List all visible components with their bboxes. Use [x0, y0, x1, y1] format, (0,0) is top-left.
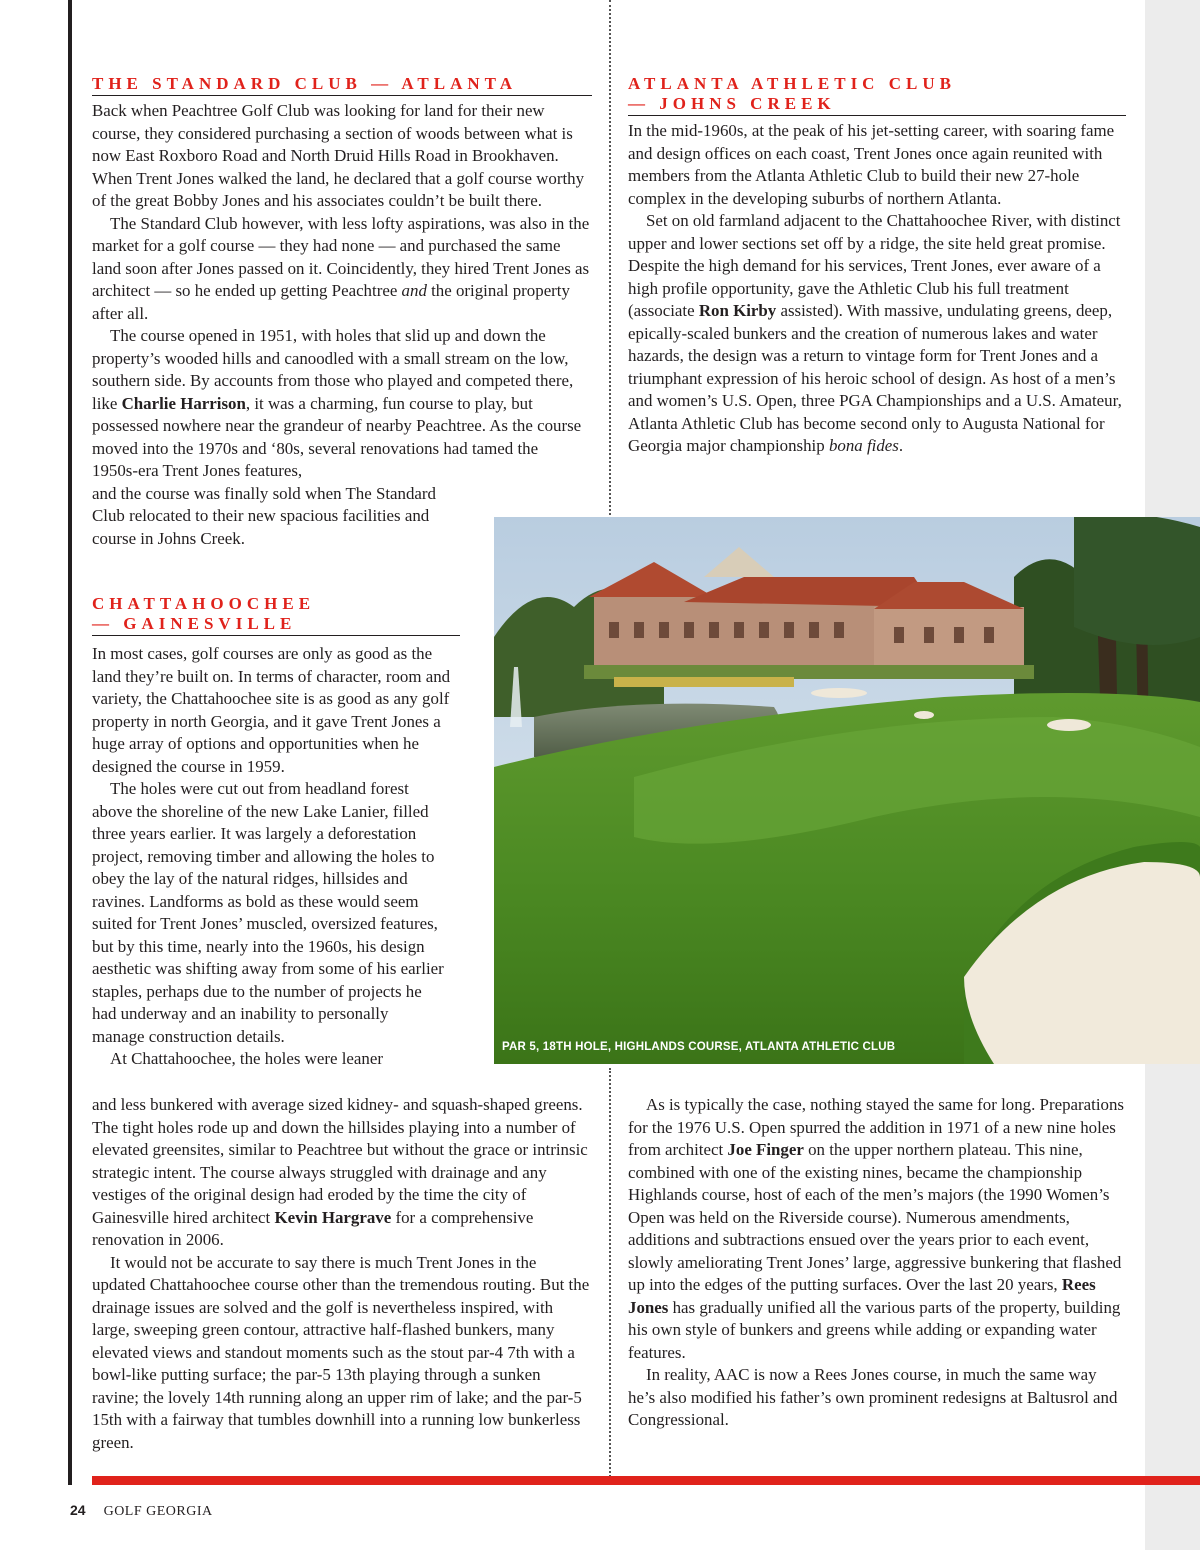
chattahoochee-paragraph-4: It would not be accurate to say there is much Trent Jones in the updated Chattahoochee course other than the tremendous routing. But the drainage issues are solved and the golf is nevertheless inspired, with large, sweeping green contour, attractive half-flashed bunkers, many elevated views and standout moments such as the stout par-4 7th with a bowl-like putting surface; the par-5 13th playing through a sunken ravine; the lovely 14th running along an upper rim of lake; and the par-5 15th with a fairway that tumbles downhill into a running low bunkerless green. — [92, 1252, 590, 1452]
chattahoochee-paragraph-2: The holes were cut out from headland forest above the shoreline of the new Lake Lanier, filled three years earlier. It was largely a deforestation project, removing timber and allowing the holes to obey the lay of the natural ridges, hillsides and ravines. Landforms as bold as these would seem suited for Trent Jones’ muscled, oversized features, but by this time, nearly into the 1960s, his design aesthetic was shifting away from some of his earlier staples, perhaps due to the number of projects he had underway and an inability to personally manage construction details. — [92, 779, 444, 1046]
footer-red-bar — [92, 1476, 1200, 1485]
page-number: 24 — [70, 1502, 86, 1518]
golf-course-photo — [494, 517, 1200, 1064]
magazine-name: GOLF GEORGIA — [103, 1504, 213, 1519]
chattahoochee-body-narrow — [92, 643, 460, 1071]
standard-club-heading: THE STANDARD CLUB — ATLANTA — [92, 74, 592, 96]
chattahoochee-heading-line-2: — GAINESVILLE — [92, 614, 297, 633]
aac-heading-line-2: — JOHNS CREEK — [628, 94, 836, 113]
aac-body-bottom — [628, 1094, 1126, 1432]
aac-paragraph-4: In reality, AAC is now a Rees Jones course, in much the same way he’s also modified his father’s own prominent redesigns at Baltusrol and Congressional. — [628, 1365, 1118, 1429]
chattahoochee-body-wide — [92, 1094, 590, 1454]
standard-paragraph-4: and the course was finally sold when The Standard Club relocated to their new spacious facilities and course in Johns Creek. — [92, 483, 436, 548]
aac-heading — [628, 74, 1126, 116]
chattahoochee-section — [92, 594, 460, 636]
standard-club-section — [92, 74, 592, 550]
footer — [70, 1502, 213, 1520]
aac-body-top — [628, 120, 1126, 458]
chattahoochee-paragraph-3b: and less bunkered with average sized kidney- and squash-shaped greens. The tight holes rode up and down the hillsides playing into a number of elevated greensites, similar to Peachtree but without the grace or intrinsic strategic intent. The course always struggled with drainage and any vestiges of the original design had eroded by the time the city of Gainesville hired architect Kevin Hargrave for a comprehensive renovation in 2006. — [92, 1095, 588, 1249]
left-margin-rule — [68, 0, 72, 1485]
standard-paragraph-2: The Standard Club however, with less lofty aspirations, was also in the market for a golf course — they had none — and purchased the same land soon after Jones passed on it. Coincidently, they hired Trent Jones as architect — so he ended up getting Peachtree and the original property after all. — [92, 213, 590, 323]
chattahoochee-heading — [92, 594, 460, 636]
chattahoochee-heading-line-1: CHATTAHOOCHEE — [92, 594, 316, 613]
photo-caption: PAR 5, 18TH HOLE, HIGHLANDS COURSE, ATLANTA ATHLETIC CLUB — [502, 1041, 896, 1053]
standard-paragraph-3: The course opened in 1951, with holes that slid up and down the property’s wooded hills and canoodled with a small stream on the low, southern side. By accounts from those who played and competed there, like Charlie Harrison, it was a charming, fun course to play, but possessed nowhere near the grandeur of nearby Peachtree. As the course moved into the 1970s and ‘80s, several renovations had tamed the 1950s-era Trent Jones features, — [92, 326, 582, 480]
chattahoochee-paragraph-3a: At Chattahoochee, the holes were leaner — [110, 1049, 383, 1068]
column-divider-top — [609, 0, 611, 515]
aac-paragraph-3: As is typically the case, nothing stayed the same for long. Preparations for the 1976 U.S. Open spurred the addition in 1971 of a new nine holes from architect Joe Finger on the upper northern plateau. This nine, combined with one of the existing nines, became the championship Highlands course, host of each of the men’s majors (the 1990 Women’s Open was held on the Riverside course). Numerous amendments, additions and subtractions ensued over the years prior to each event, slowly ameliorating Trent Jones’ large, aggressive bunkering that flashed up into the edges of the putting surfaces. Over the last 20 years, Rees Jones has gradually unified all the various parts of the property, building his own style of bunkers and greens while adding or expanding water features. — [628, 1095, 1124, 1362]
aac-section — [628, 74, 1126, 458]
aac-paragraph-2: Set on old farmland adjacent to the Chattahoochee River, with distinct upper and lower sections set off by a ridge, the site held great promise. Despite the high demand for his services, Trent Jones, ever aware of a high profile opportunity, gave the Athletic Club his full treatment (associate Ron Kirby assisted). With massive, undulating greens, deep, epically-scaled bunkers and the creation of numerous lakes and water hazards, the design was a return to vintage form for Trent Jones and a triumphant expression of his heroic school of design. As host of a men’s and women’s U.S. Open, three PGA Championships and a U.S. Amateur, Atlanta Athletic Club has become second only to Augusta National for Georgia major championship bona fides. — [628, 211, 1122, 455]
standard-paragraph-1: Back when Peachtree Golf Club was looking for land for their new course, they considered purchasing a section of woods between what is now East Roxboro Road and North Druid Hills Road in Brookhaven. When Trent Jones walked the land, he declared that a golf course worthy of the great Bobby Jones and his associates couldn’t be built there. — [92, 101, 585, 210]
aac-paragraph-1: In the mid-1960s, at the peak of his jet-setting career, with soaring fame and design offices on each coast, Trent Jones once again reunited with members from the Atlanta Athletic Club to build their new 27-hole complex in the developing suburbs of northern Atlanta. — [628, 121, 1115, 208]
chattahoochee-paragraph-1: In most cases, golf courses are only as good as the land they’re built on. In terms of character, room and variety, the Chattahoochee site is as good as any golf property in north Georgia, and it gave Trent Jones a huge array of options and opportunities when he designed the course in 1959. — [92, 644, 451, 776]
column-divider-bottom — [609, 1068, 611, 1480]
aac-heading-line-1: ATLANTA ATHLETIC CLUB — [628, 74, 956, 93]
standard-club-body — [92, 100, 592, 550]
